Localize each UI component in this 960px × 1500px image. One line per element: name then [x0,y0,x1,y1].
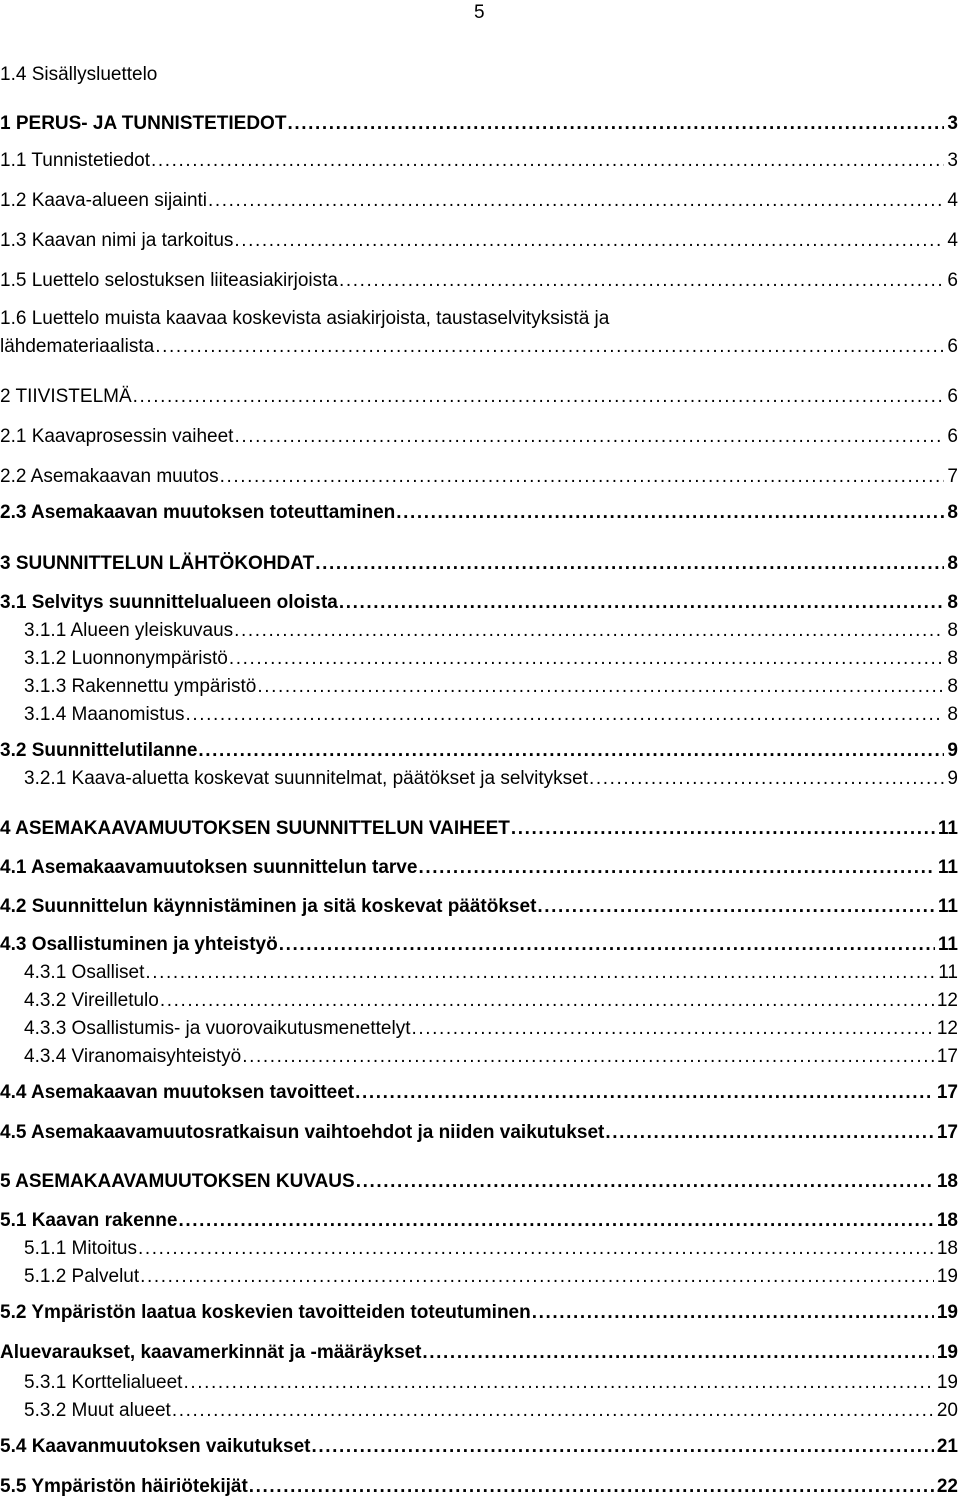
toc-entry-text: 4.3.4 Viranomaisyhteistyö [24,1046,242,1067]
toc-page-number: 12 [936,1018,958,1039]
toc-page-number: 11 [937,818,958,839]
dot-leader [133,384,945,410]
dot-leader [145,960,935,986]
toc-entry[interactable] [0,1236,960,1262]
toc-entry[interactable] [0,551,960,577]
toc-entry-text: 3 SUUNNITTELUN LÄHTÖKOHDAT [0,553,315,574]
dot-leader [532,1300,934,1326]
dot-leader [355,1080,934,1106]
toc-page-number: 12 [936,990,958,1011]
dot-leader [140,1264,934,1290]
toc-entry[interactable] [0,1264,960,1290]
toc-entry-text: 1.6 Luettelo muista kaavaa koskevista asiakirjoista, taustaselvityksistä ja [0,308,610,329]
toc-entry[interactable] [0,1169,960,1195]
toc-page-number: 8 [947,704,958,725]
toc-entry-text: 5.2 Ympäristön laatua koskevien tavoitteiden toteutuminen [0,1302,531,1323]
dot-leader [396,500,944,526]
toc-entry[interactable] [0,766,960,792]
toc-entry-text: 4.3.3 Osallistumis- ja vuorovaikutusmenettelyt [24,1018,411,1039]
toc-page-number: 8 [947,676,958,697]
toc-entry-text: 5.1.1 Mitoitus [24,1238,137,1259]
toc-page-number: 3 [947,150,958,171]
dot-leader [605,1120,934,1146]
toc-entry[interactable] [0,590,960,616]
toc-page-number: 8 [947,620,958,641]
dot-leader [155,334,944,360]
toc-entry-text: 3.1 Selvitys suunnittelualueen oloista [0,592,338,613]
toc-page-number: 8 [947,553,958,574]
toc-page-number: 22 [936,1476,958,1497]
toc-entry[interactable] [0,1398,960,1424]
toc-entry[interactable] [0,1434,960,1460]
toc-entry-text: 2 TIIVISTELMÄ [0,386,132,407]
dot-leader [183,1370,933,1396]
toc-page-number: 11 [937,896,958,917]
toc-entry[interactable] [0,334,960,360]
toc-entry[interactable] [0,1016,960,1042]
dot-leader [178,1208,933,1234]
toc-entry[interactable] [0,1474,960,1500]
dot-leader [257,674,944,700]
dot-leader [249,1474,934,1500]
toc-entry-text: 4.3 Osallistuminen ja yhteistyö [0,934,278,955]
toc-entry-text: 3.1.2 Luonnonympäristö [24,648,228,669]
toc-page-number: 19 [936,1372,958,1393]
toc-page-number: 19 [936,1342,958,1363]
toc-entry[interactable] [0,384,960,410]
dot-leader [160,988,934,1014]
toc-page-number: 9 [947,740,958,761]
toc-page-number: 8 [947,502,958,523]
dot-leader [356,1169,934,1195]
toc-page-number: 11 [938,962,958,983]
toc-entry-text: 4.2 Suunnittelun käynnistäminen ja sitä koskevat päätökset [0,896,537,917]
toc-entry-text: Aluevaraukset, kaavamerkinnät ja -määräykset [0,1342,422,1363]
dot-leader [138,1236,934,1262]
toc-entry-text: 4.4 Asemakaavan muutoksen tavoitteet [0,1082,355,1103]
toc-entry-text: 5 ASEMAKAAVAMUUTOKSEN KUVAUS [0,1171,355,1192]
toc-page-number: 9 [947,768,958,789]
toc-entry[interactable] [0,1044,960,1070]
dot-leader [242,1044,934,1070]
toc-entry-text: 4.3.2 Vireilletulo [24,990,159,1011]
toc-page-number: 19 [936,1266,958,1287]
dot-leader [422,1340,933,1366]
toc-entry-text: 5.1 Kaavan rakenne [0,1210,178,1231]
toc-page-number: 19 [936,1302,958,1323]
toc-entry[interactable] [0,464,960,490]
dot-leader [287,111,944,137]
toc-entry-text: 3.1.4 Maanomistus [24,704,185,725]
toc-page-number: 8 [947,648,958,669]
toc-entry-text: 5.5 Ympäristön häiriötekijät [0,1476,248,1497]
toc-entry[interactable] [0,855,960,881]
toc-entry[interactable] [0,674,960,700]
toc-entry-text: 3.1.3 Rakennettu ympäristö [24,676,257,697]
toc-page-number: 18 [936,1171,958,1192]
dot-leader [412,1016,934,1042]
toc-page-number: 20 [936,1400,958,1421]
toc-page-number: 6 [947,426,958,447]
toc-entry-text: 4.5 Asemakaavamuutosratkaisun vaihtoehdot ja niiden vaikutukset [0,1122,605,1143]
toc-entry-text: 1.3 Kaavan nimi ja tarkoitus [0,230,234,251]
toc-entry-text: 2.1 Kaavaprosessin vaiheet [0,426,234,447]
toc-entry[interactable] [0,268,960,294]
toc-entry-text: 4.3.1 Osalliset [24,962,145,983]
toc-entry-text: 5.3.2 Muut alueet [24,1400,171,1421]
toc-entry-text: 2.2 Asemakaavan muutos [0,466,219,487]
dot-leader [511,816,935,842]
toc-page-number: 6 [947,336,958,357]
dot-leader [198,738,944,764]
toc-entry[interactable] [0,228,960,254]
toc-entry-text: 1.2 Kaava-alueen sijainti [0,190,208,211]
toc-entry[interactable] [0,932,960,958]
toc-entry[interactable] [0,960,960,986]
dot-leader [339,590,945,616]
toc-page-number: 21 [936,1436,958,1457]
toc-entry[interactable] [0,1120,960,1146]
toc-entry-text: 3.1.1 Alueen yleiskuvaus [24,620,234,641]
toc-entry-text: 3.2 Suunnittelutilanne [0,740,198,761]
dot-leader [589,766,944,792]
dot-leader [418,855,934,881]
toc-page-number: 18 [936,1210,958,1231]
toc-entry[interactable] [0,148,960,174]
dot-leader [172,1398,934,1424]
toc-entry-text: 3.2.1 Kaava-aluetta koskevat suunnitelmat, päätökset ja selvitykset [24,768,588,789]
toc-page-number: 6 [947,386,958,407]
toc-entry[interactable] [0,816,960,842]
toc-page-number: 4 [947,190,958,211]
dot-leader [186,702,945,728]
toc-entry-text: lähdemateriaalista [0,336,155,357]
toc-page-number: 6 [947,270,958,291]
toc-entry[interactable] [0,738,960,764]
toc-entry[interactable] [0,1208,960,1234]
toc-entry-text: 1.5 Luettelo selostuksen liiteasiakirjoista [0,270,338,291]
toc-entry-text: 1.1 Tunnistetiedot [0,150,150,171]
dot-leader [208,188,944,214]
toc-page-number: 8 [947,592,958,613]
toc-entry[interactable] [0,500,960,526]
toc-entry[interactable] [0,1300,960,1326]
toc-entry-text: 5.1.2 Palvelut [24,1266,140,1287]
dot-leader [339,268,944,294]
toc-entry-text: 2.3 Asemakaavan muutoksen toteuttaminen [0,502,396,523]
toc-entry-text: 4 ASEMAKAAVAMUUTOKSEN SUUNNITTELUN VAIHEET [0,818,510,839]
toc-entry[interactable] [0,424,960,450]
toc-entry-text: 5.3.1 Korttelialueet [24,1372,183,1393]
dot-leader [315,551,944,577]
toc-entry[interactable] [0,894,960,920]
toc-entry[interactable] [0,618,960,644]
toc-entry-text: 1 PERUS- JA TUNNISTETIEDOT [0,113,287,134]
toc-entry[interactable] [0,111,960,137]
toc-page-number: 17 [936,1082,958,1103]
dot-leader [234,228,944,254]
toc-page-number: 17 [936,1046,958,1067]
toc-page-number: 7 [947,466,958,487]
toc-entry-text: 5.4 Kaavanmuutoksen vaikutukset [0,1436,311,1457]
dot-leader [234,424,944,450]
toc-page-number: 17 [936,1122,958,1143]
toc-page-number: 11 [937,934,958,955]
toc-entry[interactable] [0,702,960,728]
toc-entry[interactable] [0,1370,960,1396]
page-number: 5 [474,2,485,23]
toc-entry-text: 4.1 Asemakaavamuutoksen suunnittelun tarve [0,857,418,878]
toc-page-number: 11 [937,857,958,878]
toc-entry[interactable] [0,1340,960,1366]
toc-entry[interactable] [0,1080,960,1106]
dot-leader [234,618,944,644]
toc-entry[interactable] [0,988,960,1014]
toc-entry[interactable] [0,646,960,672]
toc-page-number: 18 [936,1238,958,1259]
dot-leader [279,932,935,958]
dot-leader [151,148,944,174]
toc-title: 1.4 Sisällysluettelo [0,64,158,85]
toc-page-number: 3 [947,113,958,134]
dot-leader [311,1434,933,1460]
toc-page-number: 4 [947,230,958,251]
toc-entry[interactable] [0,188,960,214]
dot-leader [220,464,945,490]
dot-leader [229,646,945,672]
dot-leader [537,894,935,920]
